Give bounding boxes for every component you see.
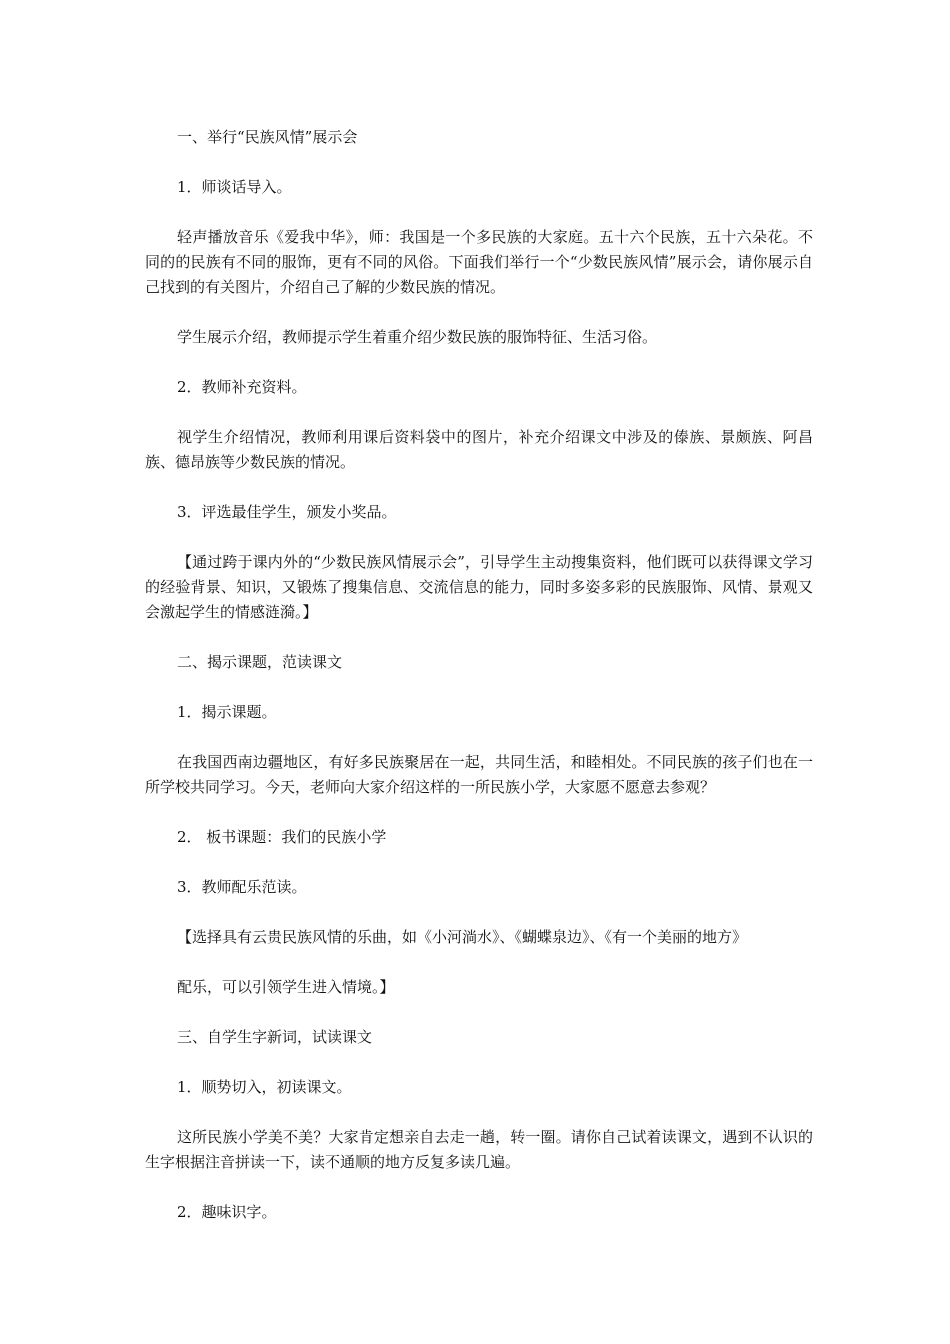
step-2-3: 3．教师配乐范读。 bbox=[177, 878, 307, 896]
section-heading-1: 一、举行“民族风情”展示会 bbox=[177, 128, 358, 146]
step-1-3: 3．评选最佳学生，颁发小奖品。 bbox=[177, 503, 397, 521]
section-heading-2: 二、揭示课题，范读课文 bbox=[177, 653, 343, 671]
step-3-2: 2．趣味识字。 bbox=[177, 1203, 277, 1221]
step-2-1: 1．揭示课题。 bbox=[177, 703, 277, 721]
paragraph-intro-music: 轻声播放音乐《爱我中华》，师：我国是一个多民族的大家庭。五十六个民族，五十六朵花。不同的的民族有不同的服饰，更有不同的风俗。下面我们举行一个“少数民族风情”展示会，请你展示自己找到的有关图片，介绍自己了解的少数民族的情况。 bbox=[145, 228, 813, 296]
document-body bbox=[145, 125, 813, 1225]
step-3-1: 1．顺势切入，初读课文。 bbox=[177, 1078, 352, 1096]
note-paragraph-2: 【选择具有云贵民族风情的乐曲，如《小河淌水》、《蝴蝶泉边》、《有一个美丽的地方》 bbox=[177, 928, 748, 946]
step-1-1: 1．师谈话导入。 bbox=[177, 178, 292, 196]
note-paragraph-1: 【通过跨于课内外的“少数民族风情展示会”，引导学生主动搜集资料，他们既可以获得课文学习的经验背景、知识，又锻炼了搜集信息、交流信息的能力，同时多姿多彩的民族服饰、风情、景观又会激起学生的情感涟漪。】 bbox=[145, 553, 813, 621]
paragraph-first-reading: 这所民族小学美不美？大家肯定想亲自去走一趟，转一圈。请你自己试着读课文，遇到不认识的生字根据注音拼读一下，读不通顺的地方反复多读几遍。 bbox=[145, 1128, 813, 1171]
section-heading-3: 三、自学生字新词，试读课文 bbox=[177, 1028, 373, 1046]
paragraph-teacher-supplement: 视学生介绍情况，教师利用课后资料袋中的图片，补充介绍课文中涉及的傣族、景颇族、阿昌族、德昂族等少数民族的情况。 bbox=[145, 428, 813, 471]
paragraph-student-presentation: 学生展示介绍，教师提示学生着重介绍少数民族的服饰特征、生活习俗。 bbox=[177, 328, 658, 346]
note-paragraph-2-continued: 配乐，可以引领学生进入情境。】 bbox=[177, 978, 395, 996]
paragraph-southwest-border: 在我国西南边疆地区，有好多民族聚居在一起，共同生活，和睦相处。不同民族的孩子们也在一所学校共同学习。今天，老师向大家介绍这样的一所民族小学，大家愿不愿意去参观？ bbox=[145, 753, 813, 796]
step-2-2: 2． 板书课题：我们的民族小学 bbox=[177, 828, 387, 846]
step-1-2: 2．教师补充资料。 bbox=[177, 378, 307, 396]
